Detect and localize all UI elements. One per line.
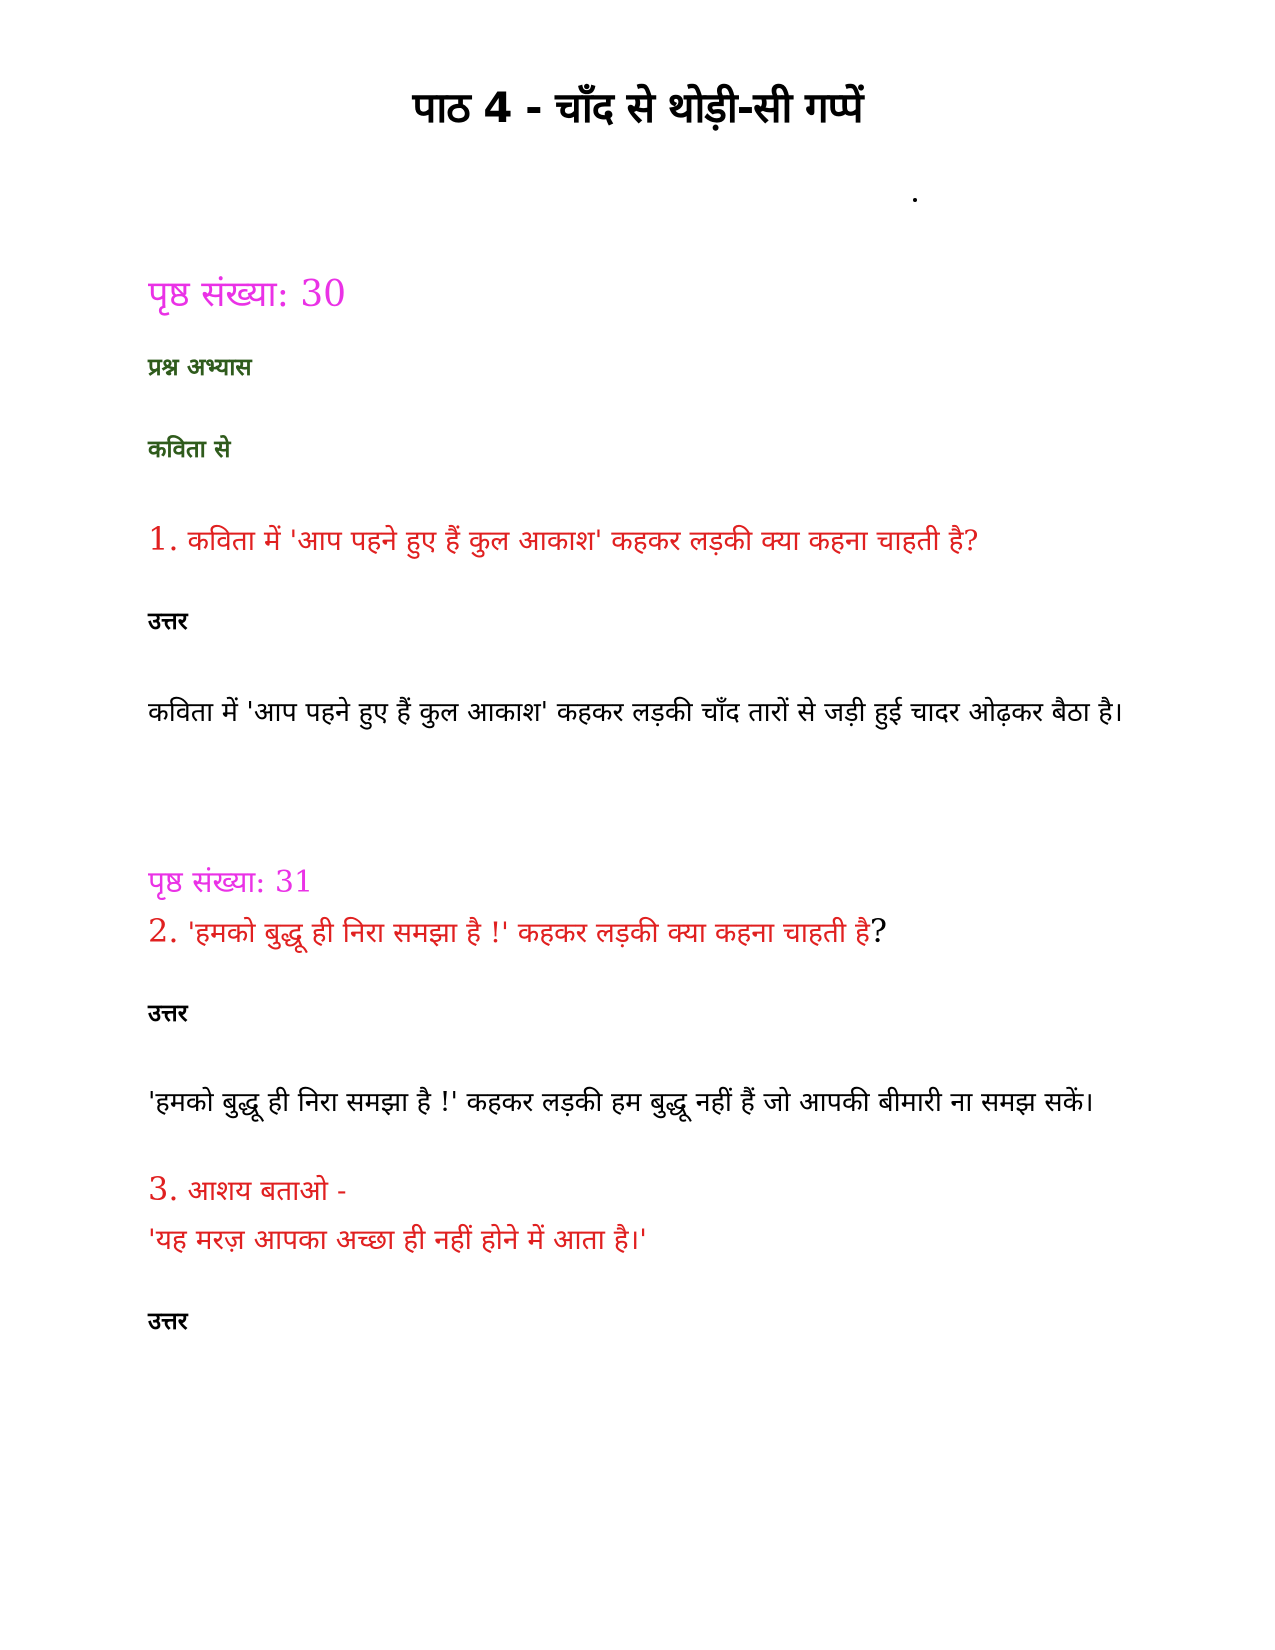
question-3: [148, 1170, 1148, 1209]
answer-label-1: उत्तर: [148, 606, 188, 635]
answer-label-3: उत्तर: [148, 1306, 188, 1335]
page-number-label: पृष्ठ संख्या:: [148, 274, 289, 315]
question-2: [148, 912, 1148, 951]
question-text: कविता में 'आप पहने हुए हैं कुल आकाश' कहकर लड़की क्या कहना चाहती है?: [187, 524, 979, 557]
question-number: 3.: [148, 1170, 179, 1208]
page-number-31: [148, 860, 1148, 901]
question-1: [148, 520, 1148, 559]
section-heading-poem: कविता से: [148, 434, 231, 463]
answer-text-1: कविता में 'आप पहने हुए हैं कुल आकाश' कहकर लड़की चाँद तारों से जड़ी हुई चादर ओढ़कर बैठा है।: [148, 697, 1123, 728]
page-number-30: [148, 268, 1148, 317]
answer-label-2: उत्तर: [148, 998, 188, 1027]
answer-text-2: 'हमको बुद्धू ही निरा समझा है !' कहकर लड़की हम बुद्धू नहीं हैं जो आपकी बीमारी ना समझ सकें।: [148, 1087, 1094, 1118]
question-3-quote: 'यह मरज़ आपका अच्छा ही नहीं होने में आता है।': [148, 1223, 647, 1256]
stray-dot: [913, 198, 917, 202]
question-mark: ?: [869, 912, 888, 950]
question-text: आशय बताओ -: [187, 1174, 347, 1207]
page-number-label: पृष्ठ संख्या:: [148, 865, 266, 900]
page-number-value: 30: [300, 274, 347, 315]
question-number: 2.: [148, 912, 179, 950]
page-number-value: 31: [274, 865, 314, 900]
page-title: पाठ 4 - चाँद से थोड़ी-सी गप्पें: [412, 83, 863, 132]
section-heading-exercise: प्रश्न अभ्यास: [148, 352, 252, 381]
question-number: 1.: [148, 520, 179, 558]
question-text: 'हमको बुद्धू ही निरा समझा है !' कहकर लड़की क्या कहना चाहती है: [187, 916, 870, 949]
